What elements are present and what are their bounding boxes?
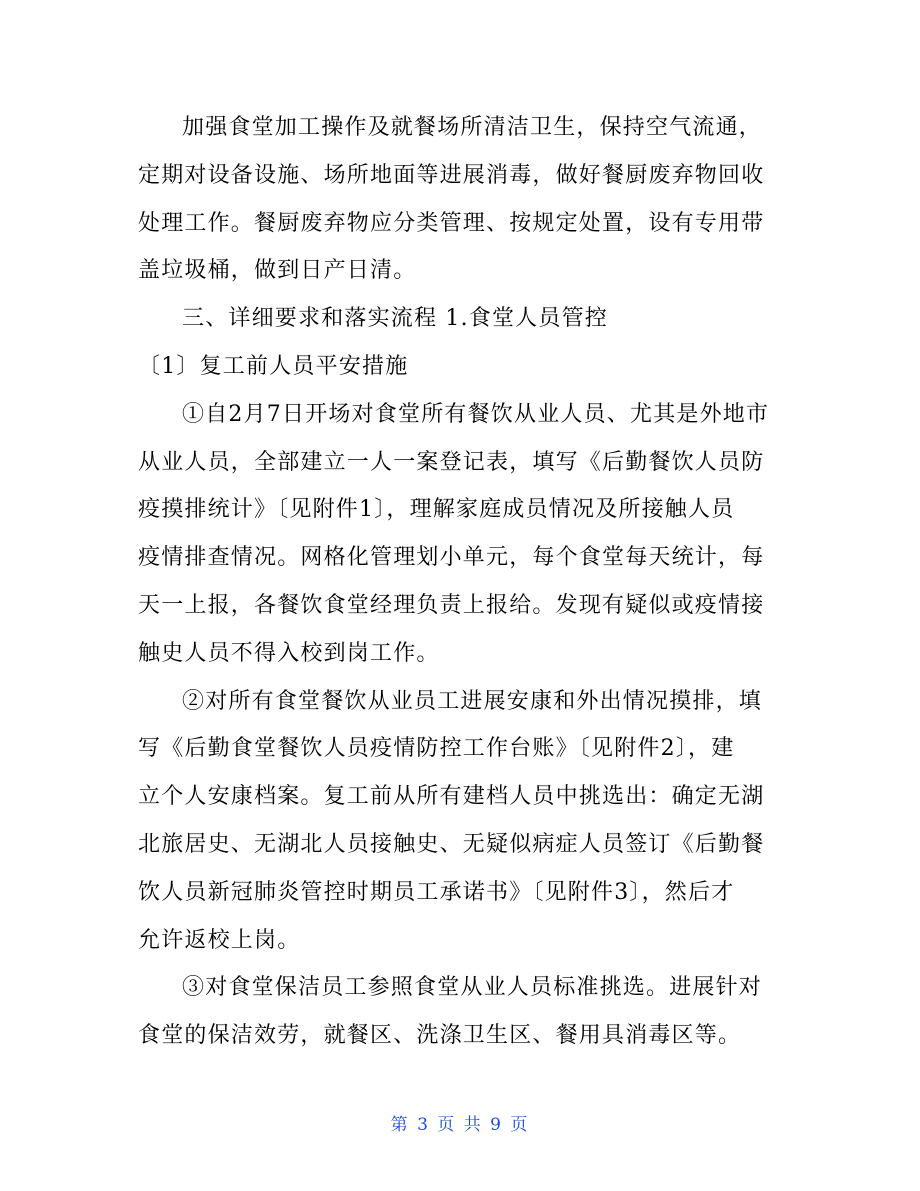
text-line: 触史人员不得入校到岗工作。 bbox=[138, 640, 440, 666]
text-line: 饮人员新冠肺炎管控时期员工承诺书》〔见附件3〕，然后才 bbox=[138, 879, 735, 905]
document-body bbox=[138, 104, 786, 1060]
text-line: ①自2月7日开场对食堂所有餐饮从业人员、尤其是外地市 bbox=[182, 401, 770, 427]
text-line: 从业人员，全部建立一人一案登记表，填写《后勤餐饮人员防 bbox=[138, 449, 765, 475]
text-line: 盖垃圾桶，做到日产日清。 bbox=[138, 258, 417, 284]
text-line: ③对食堂保洁员工参照食堂从业人员标准挑选。进展针对 bbox=[182, 975, 763, 1001]
text-line: 允许返校上岗。 bbox=[138, 927, 301, 953]
text-line: 食堂的保洁效劳，就餐区、洗涤卫生区、餐用具消毒区等。 bbox=[138, 1023, 742, 1049]
text-line: 三、详细要求和落实流程 1.食堂人员管控 bbox=[182, 306, 608, 332]
text-line: 疫摸排统计》〔见附件1〕，理解家庭成员情况及所接触人员 bbox=[138, 497, 735, 523]
text-line: 北旅居史、无湖北人员接触史、无疑似病症人员签订《后勤餐 bbox=[138, 831, 765, 857]
text-line: 疫情排查情况。网格化管理划小单元，每个食堂每天统计，每 bbox=[138, 545, 765, 571]
text-line: 处理工作。餐厨废弃物应分类管理、按规定处置，设有专用带 bbox=[138, 210, 765, 236]
text-line: ②对所有食堂餐饮从业员工进展安康和外出情况摸排，填 bbox=[182, 688, 763, 714]
text-line: 定期对设备设施、场所地面等进展消毒，做好餐厨废弃物回收 bbox=[138, 162, 765, 188]
text-line: 写《后勤食堂餐饮人员疫情防控工作台账》〔见附件2〕，建 bbox=[138, 736, 735, 762]
text-line: 〔1〕复工前人员平安措施 bbox=[138, 353, 409, 379]
text-line: 加强食堂加工操作及就餐场所清洁卫生，保持空气流通， bbox=[182, 115, 763, 140]
page-footer: 第 3 页 共 9 页 bbox=[390, 1115, 530, 1135]
text-line: 天一上报，各餐饮食堂经理负责上报给。发现有疑似或疫情接 bbox=[138, 592, 765, 618]
text-line: 立个人安康档案。复工前从所有建档人员中挑选出：确定无湖 bbox=[138, 784, 765, 810]
